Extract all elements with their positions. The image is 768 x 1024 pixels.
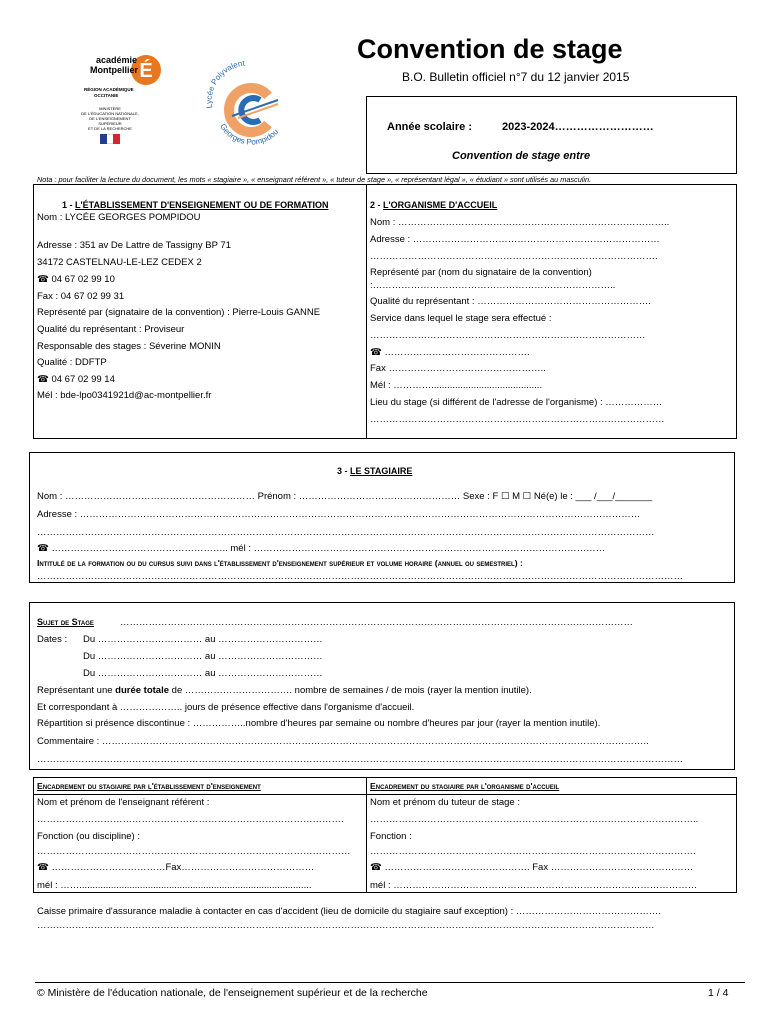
- health-insurance-field[interactable]: Caisse primaire d'assurance maladie à contacter en cas d'accident (lieu de domicile du stagiaire sauf exception) : ……………………………………….: [37, 906, 662, 917]
- teacher-function-label: Fonction (ou discipline) :: [37, 831, 140, 842]
- teacher-phone-fax-field[interactable]: ☎ ………………………………Fax……………………………………: [37, 862, 315, 873]
- school-year-label: Année scolaire :: [387, 121, 472, 133]
- comment-field[interactable]: Commentaire : ………………………………………………………………………………………………………………………………………………………..: [37, 736, 649, 747]
- organisation-fax-field[interactable]: Fax …………………………………………..: [370, 363, 546, 374]
- footer-rule: [35, 982, 745, 983]
- section2-number: 2 -: [370, 200, 384, 210]
- intern-address-field[interactable]: Adresse : ……………………………………………………………………………………………………………………………………………………………: [37, 509, 641, 520]
- tutor-name-field[interactable]: …………………………………………………………………………………………..: [370, 814, 699, 825]
- academie-montpellier-logo: [78, 48, 178, 148]
- section1-number: 1 -: [62, 200, 76, 210]
- footer-copyright: © Ministère de l'éducation nationale, de l'enseignement supérieur et de la recherche: [37, 987, 428, 999]
- training-title-label: Intitulé de la formation ou du cursus suivi dans l'établissement d'enseignement supérieur et volume horaire (annuel ou semestriel) :: [37, 558, 523, 568]
- organisation-address-field-2[interactable]: ……………………………………………………………………………….: [370, 251, 658, 262]
- duration-prefix: Représentant une: [37, 685, 116, 696]
- organisation-representative-label: Représenté par (nom du signataire de la convention): [370, 267, 592, 278]
- intern-contact-fields[interactable]: ☎ ……………………………………………….. mél : …………………………………………………………………………………………………: [37, 543, 606, 554]
- duration-bold: durée totale: [115, 685, 170, 696]
- service-label: Service dans lequel le stage sera effectué :: [370, 313, 552, 324]
- page-title: Convention de stage: [357, 34, 623, 64]
- establishment-phone: ☎ 04 67 02 99 10: [37, 274, 115, 285]
- bulletin-reference: B.O. Bulletin officiel n°7 du 12 janvier 2015: [402, 70, 630, 84]
- organisation-representative-field[interactable]: :…………………………………………………………………..: [370, 280, 616, 291]
- duration-suffix: de ……………………………. nombre de semaines / de mois (rayer la mention inutile).: [169, 685, 532, 696]
- region-line1: RÉGION ACADÉMIQUE: [84, 87, 134, 92]
- lycee-top-text: Lycée Polyvalent: [204, 58, 246, 109]
- tutor-email-field[interactable]: mél : ……………………………………………………………………………………: [370, 880, 698, 891]
- ministere-line: MINISTÈRE: [99, 106, 121, 111]
- teacher-function-field[interactable]: ………………………………………………………………………………………: [37, 846, 351, 857]
- teacher-email-field[interactable]: mél : ……........................................................................................: [37, 880, 312, 891]
- section2-title: [370, 200, 497, 210]
- establishment-rep-quality: Qualité du représentant : Proviseur: [37, 324, 185, 335]
- subject-label: Sujet de Stage: [37, 617, 94, 627]
- internship-location-field[interactable]: …………………………………………………………………………………: [370, 414, 665, 425]
- subject-field[interactable]: ………………………………………………………………………………………………………………………………………………: [120, 617, 633, 628]
- establishment-city: 34172 CASTELNAU-LE-LEZ CEDEX 2: [37, 257, 202, 268]
- academie-line1: académie: [96, 55, 138, 65]
- training-title-field[interactable]: ……………………………………………………………………………………………………………………………………………………………………………………: [37, 571, 683, 582]
- section2-title-text: L'ORGANISME D'ACCUEIL: [383, 200, 498, 210]
- tutor-function-field[interactable]: ………………………………………………………………………………………….: [370, 846, 696, 857]
- ministere-line: DE L'ENSEIGNEMENT SUPÉRIEUR: [89, 116, 131, 126]
- teacher-name-field[interactable]: …………………………………………………………………………………….: [37, 814, 344, 825]
- french-flag-icon: [100, 134, 120, 144]
- section3-number: 3 -: [337, 466, 351, 476]
- date-range-2[interactable]: Du …………………………… au ……………………………: [83, 651, 323, 662]
- organisation-rep-quality-field[interactable]: Qualité du représentant : ……………………………………………….: [370, 296, 651, 307]
- tutor-name-label: Nom et prénom du tuteur de stage :: [370, 797, 520, 808]
- nota-text: Nota : pour faciliter la lecture du document, les mots « stagiaire », « enseignant référent », « tuteur de stage », « représentant légal », « étudiant » sont utilisés au masculin.: [37, 175, 592, 184]
- establishment-name: Nom : LYCÉE GEORGES POMPIDOU: [37, 212, 201, 223]
- distribution-field[interactable]: Répartition si présence discontinue : ……………..nombre d'heures par semaine ou nombre d'heures par jour (rayer la mention inutile).: [37, 718, 601, 729]
- organisation-address-field[interactable]: Adresse : ……………………………………………………………………: [370, 234, 660, 245]
- lycee-pompidou-logo: [198, 56, 298, 156]
- presence-days-field[interactable]: Et correspondant à ……………….. jours de présence effective dans l'organisme d'accueil.: [37, 702, 415, 713]
- organisation-supervision-title: Encadrement du stagiaire par l'organisme d'accueil: [370, 781, 560, 791]
- internship-manager: Responsable des stages : Séverine MONIN: [37, 341, 221, 352]
- organisation-email-field[interactable]: Mél : …………..........................................: [370, 380, 543, 391]
- section1-title-text: L'ÉTABLISSEMENT D'ENSEIGNEMENT OU DE FORMATION: [75, 200, 329, 210]
- service-field[interactable]: ……………………………………………………………………………: [370, 330, 646, 341]
- internship-location-label: Lieu du stage (si différent de l'adresse de l'organisme) : ………………: [370, 397, 663, 408]
- section3-title-text: LE STAGIAIRE: [350, 466, 413, 476]
- teacher-name-label: Nom et prénom de l'enseignant référent :: [37, 797, 210, 808]
- ministere-text: [80, 106, 140, 131]
- intern-identity-fields[interactable]: Nom : …………………………………………………… Prénom : …………………………………………… Sexe : F ☐ M ☐ Né(e) le : ___ /___/_______: [37, 491, 653, 502]
- manager-phone: ☎ 04 67 02 99 14: [37, 374, 115, 385]
- comment-field-2[interactable]: ……………………………………………………………………………………………………………………………………………………………………………………: [37, 754, 683, 765]
- page-number: 1 / 4: [708, 987, 729, 999]
- school-year-value: 2023-2024………………………: [502, 121, 654, 133]
- school-year-box: [366, 96, 737, 174]
- column-divider: [366, 184, 367, 439]
- establishment-fax: Fax : 04 67 02 99 31: [37, 291, 125, 302]
- date-range-3[interactable]: Du …………………………… au ……………………………: [83, 668, 323, 679]
- establishment-address: Adresse : 351 av De Lattre de Tassigny BP 71: [37, 240, 231, 251]
- tutor-function-label: Fonction :: [370, 831, 412, 842]
- organisation-phone-field[interactable]: ☎ ……………………………………….: [370, 347, 530, 358]
- section1-title: [62, 200, 328, 210]
- supervision-header-rule: [33, 794, 737, 795]
- ministere-line: ET DE LA RECHERCHE: [88, 126, 132, 131]
- academie-line2: Montpellier: [90, 65, 139, 75]
- establishment-representative: Représenté par (signataire de la convention) : Pierre-Louis GANNE: [37, 307, 321, 318]
- establishment-email: Mél : bde-lpo0341921d@ac-montpellier.fr: [37, 390, 212, 401]
- tutor-phone-fax-field[interactable]: ☎ ………………………………………. Fax ………………………………………: [370, 862, 694, 873]
- svg-text:É: É: [139, 60, 153, 82]
- duration-line[interactable]: [37, 685, 532, 696]
- organisation-name-field[interactable]: Nom : …………………………………………………………………………..: [370, 217, 670, 228]
- health-insurance-field-2[interactable]: ……………………………………………………………………………………………………………………………………………………………………………: [37, 920, 655, 931]
- date-range-1[interactable]: Du …………………………… au ……………………………: [83, 634, 323, 645]
- lycee-bottom-text: Georges Pompidou: [218, 122, 281, 147]
- convention-subtitle: Convention de stage entre: [452, 150, 591, 162]
- region-line2: OCCITANIE: [94, 93, 119, 98]
- intern-address-field-2[interactable]: ……………………………………………………………………………………………………………………………………………………………………………: [37, 527, 655, 538]
- lycee-logo-graphic: [198, 56, 298, 156]
- section3-title: [337, 466, 412, 476]
- ministere-line: DE L'ÉDUCATION NATIONALE,: [81, 111, 139, 116]
- dates-label: Dates :: [37, 634, 68, 645]
- school-supervision-title: Encadrement du stagiaire par l'établissement d'enseignement: [37, 781, 261, 791]
- manager-quality: Qualité : DDFTP: [37, 357, 107, 368]
- svg-text:Lycée Polyvalent: [204, 59, 245, 109]
